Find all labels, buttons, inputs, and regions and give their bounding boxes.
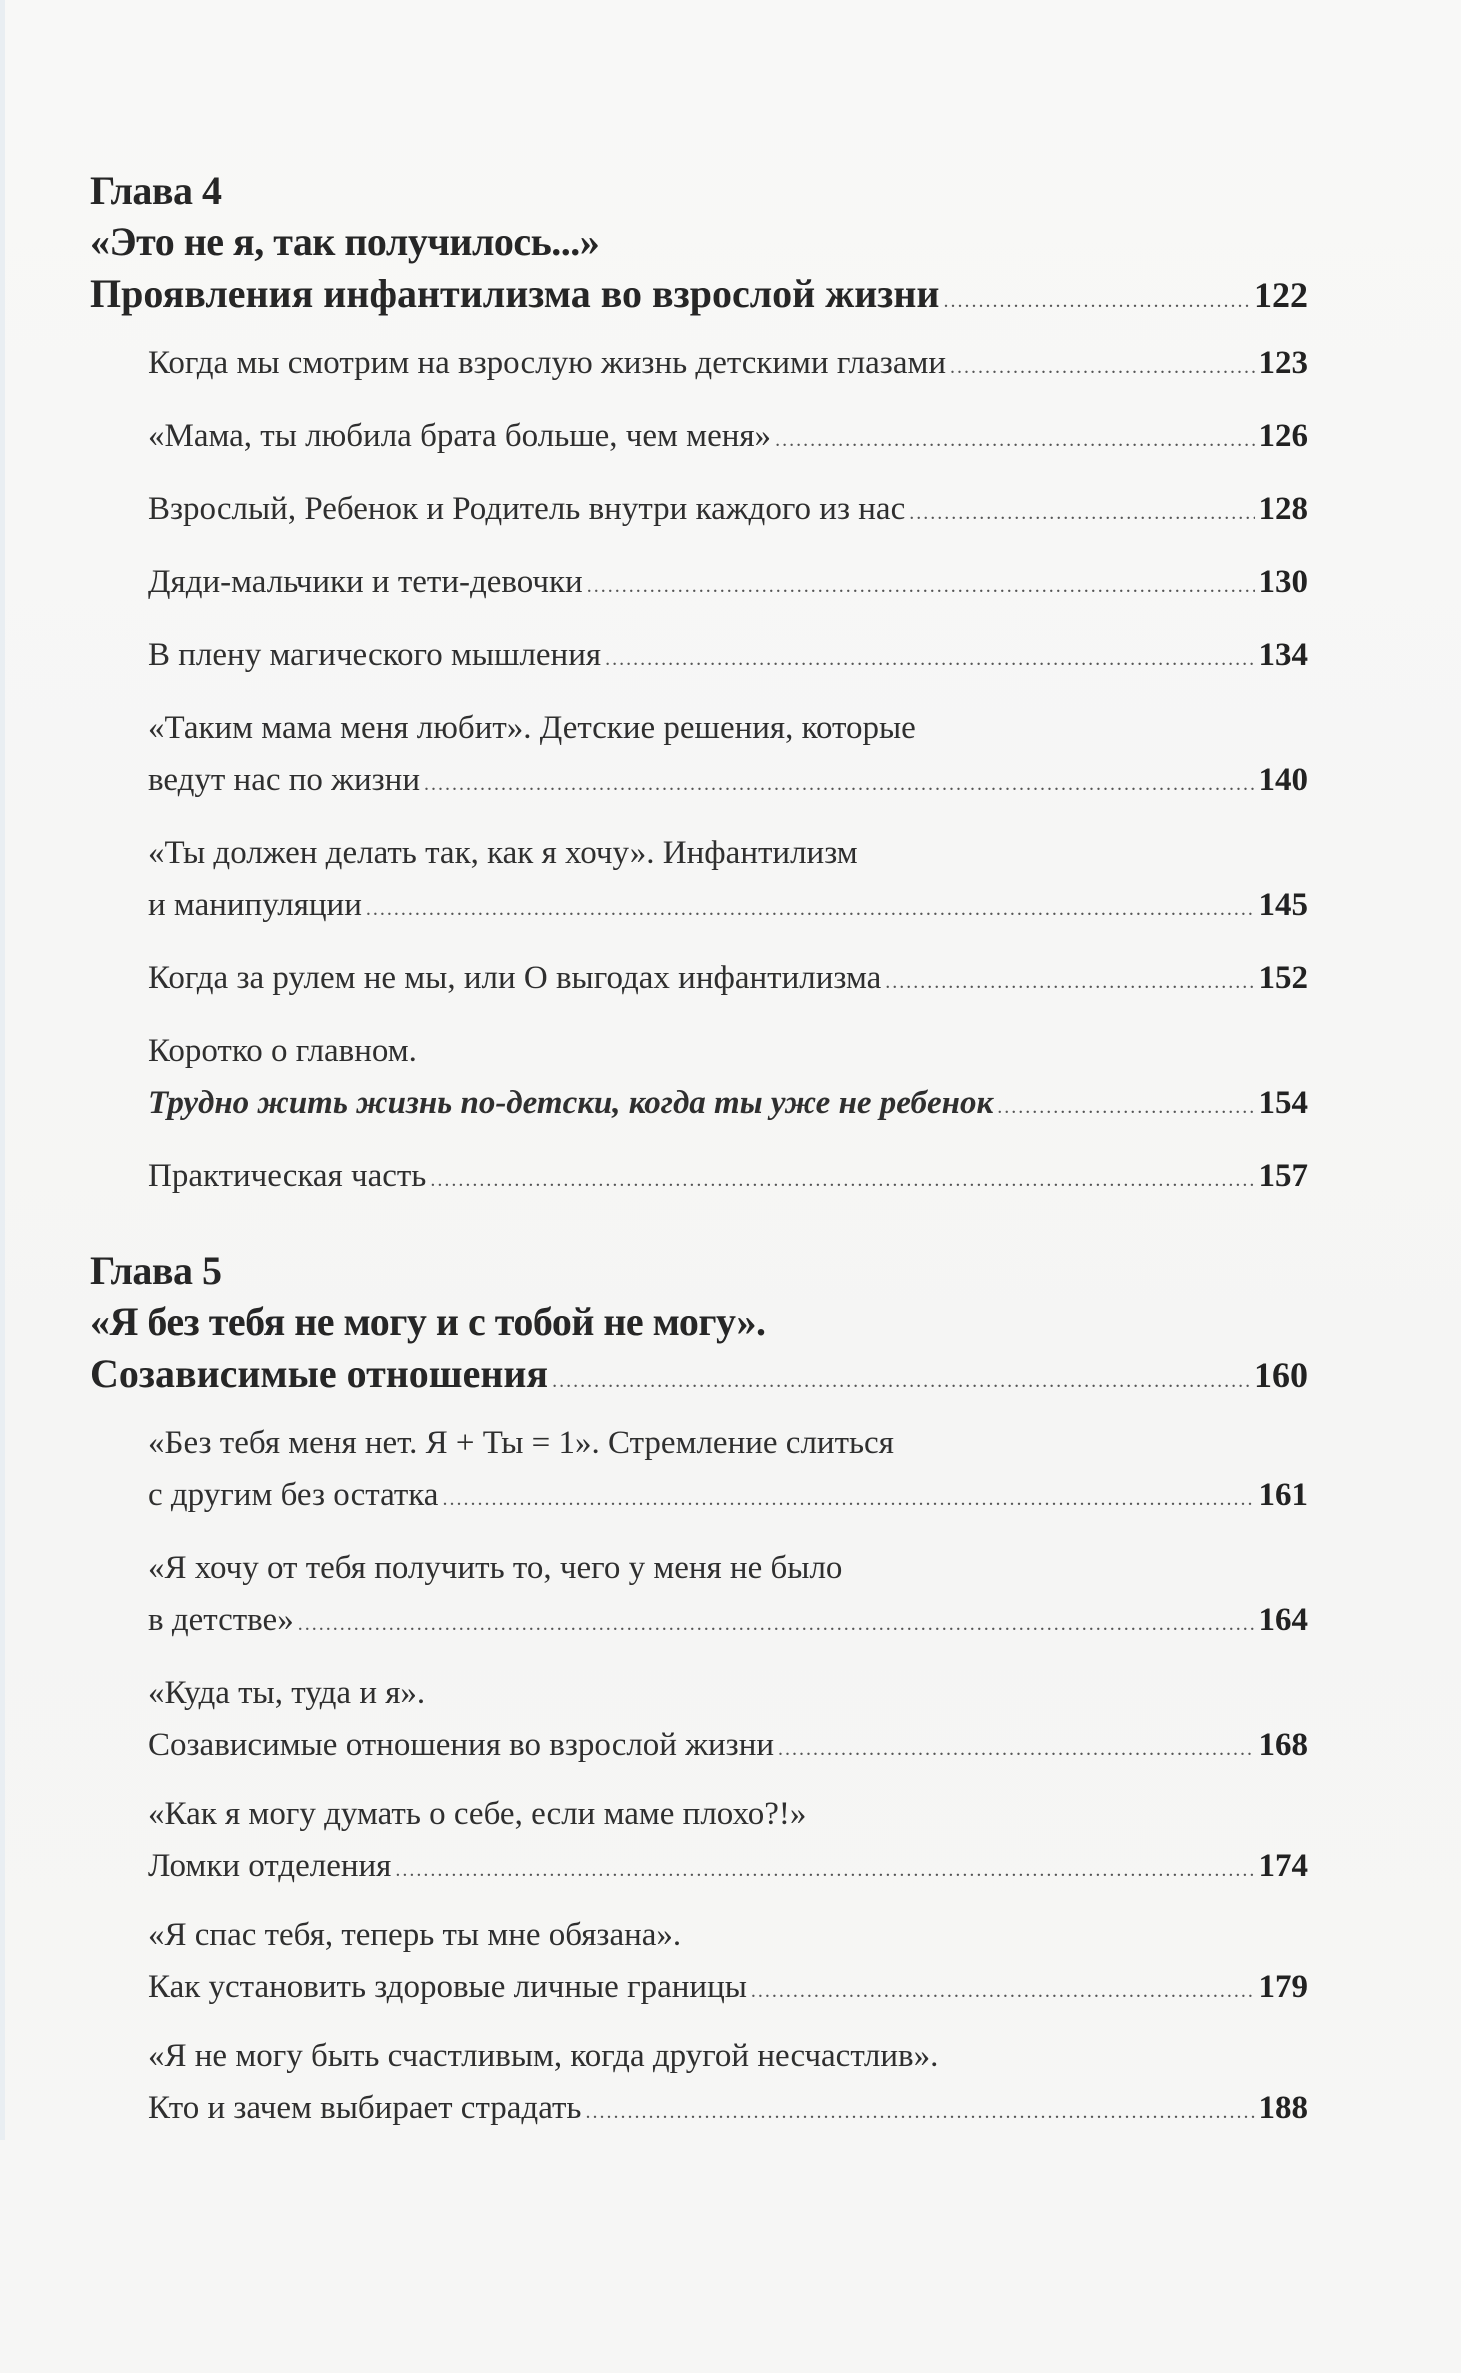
- chapter-title-entry[interactable]: [90, 268, 1308, 327]
- page-number: 154: [1258, 1085, 1308, 1121]
- dot-leader: [943, 275, 1250, 327]
- entry-title: в детстве»: [148, 1602, 294, 1638]
- page-number: 145: [1258, 887, 1308, 923]
- dot-leader: [552, 1355, 1250, 1407]
- dot-leader: [778, 1723, 1254, 1775]
- page-number: 161: [1258, 1477, 1308, 1513]
- table-of-contents: [90, 166, 1308, 2151]
- page-number: 188: [1258, 2090, 1308, 2126]
- toc-entry[interactable]: [148, 556, 1308, 612]
- dot-leader: [605, 633, 1254, 685]
- page-number: 128: [1258, 491, 1308, 527]
- entry-title: и манипуляции: [148, 887, 362, 923]
- dot-leader: [997, 1081, 1254, 1133]
- page-number: 164: [1258, 1602, 1308, 1638]
- toc-entry[interactable]: [148, 410, 1308, 466]
- entry-title-line: «Куда ты, туда и я».: [148, 1675, 426, 1711]
- entry-title-line: «Без тебя меня нет. Я + Ты = 1». Стремление слиться: [148, 1425, 894, 1461]
- entry-title: Взрослый, Ребенок и Родитель внутри каждого из нас: [148, 491, 906, 527]
- entry-title: В плену магического мышления: [148, 637, 602, 673]
- page-number: 174: [1258, 1848, 1308, 1884]
- toc-entry[interactable]: [148, 337, 1308, 393]
- toc-entry[interactable]: [148, 702, 1308, 810]
- entry-title: Созависимые отношения во взрослой жизни: [148, 1727, 775, 1763]
- dot-leader: [775, 414, 1254, 466]
- entry-title: с другим без остатка: [148, 1477, 439, 1513]
- entry-title: Как установить здоровые личные границы: [148, 1969, 747, 2005]
- page-number: 134: [1258, 637, 1308, 673]
- entry-title: Дяди-мальчики и тети-девочки: [148, 564, 583, 600]
- page-number: 123: [1258, 345, 1308, 381]
- dot-leader: [909, 487, 1254, 539]
- chapter-title-line: «Я без тебя не могу и с тобой не могу».: [90, 1299, 766, 1344]
- toc-entry[interactable]: [148, 1788, 1308, 1896]
- page-number: 152: [1258, 960, 1308, 996]
- entry-title: «Мама, ты любила брата больше, чем меня»: [148, 418, 772, 454]
- section-list: [148, 1417, 1308, 2138]
- dot-leader: [950, 341, 1254, 393]
- toc-entry[interactable]: [148, 1909, 1308, 2017]
- toc-entry[interactable]: [148, 629, 1308, 685]
- toc-entry-summary[interactable]: [148, 1025, 1308, 1133]
- dot-leader: [751, 1965, 1255, 2017]
- chapter-5: [90, 1246, 1308, 2138]
- chapter-title: Созависимые отношения: [90, 1351, 549, 1396]
- entry-title-line: «Таким мама меня любит». Детские решения, которые: [148, 710, 916, 746]
- dot-leader: [424, 758, 1255, 810]
- entry-title: Когда за рулем не мы, или О выгодах инфантилизма: [148, 960, 882, 996]
- page-number: 130: [1258, 564, 1308, 600]
- page-number: 122: [1254, 275, 1308, 315]
- toc-entry[interactable]: [148, 1667, 1308, 1775]
- dot-leader: [587, 560, 1255, 612]
- chapter-label: Глава 5: [90, 1248, 222, 1293]
- dot-leader: [366, 883, 1255, 935]
- dot-leader: [442, 1473, 1254, 1525]
- entry-title: ведут нас по жизни: [148, 762, 420, 798]
- entry-title-line: «Как я могу думать о себе, если маме плохо?!»: [148, 1796, 807, 1832]
- page-number: 168: [1258, 1727, 1308, 1763]
- entry-title: Практическая часть: [148, 1158, 427, 1194]
- entry-title: Когда мы смотрим на взрослую жизнь детскими глазами: [148, 345, 947, 381]
- entry-title: Кто и зачем выбирает страдать: [148, 2090, 582, 2126]
- entry-title-line: «Я спас тебя, теперь ты мне обязана».: [148, 1917, 682, 1953]
- toc-entry[interactable]: [148, 483, 1308, 539]
- page-edge: [0, 0, 5, 2140]
- page-number: 126: [1258, 418, 1308, 454]
- toc-entry[interactable]: [148, 1417, 1308, 1525]
- section-list: [148, 337, 1308, 1206]
- chapter-title: Проявления инфантилизма во взрослой жизни: [90, 271, 940, 316]
- toc-entry[interactable]: [148, 952, 1308, 1008]
- dot-leader: [298, 1598, 1255, 1650]
- entry-title: Трудно жить жизнь по-детски, когда ты уже не ребенок: [148, 1085, 994, 1121]
- chapter-title-line: «Это не я, так получилось...»: [90, 219, 600, 264]
- entry-title-line: Коротко о главном.: [148, 1033, 417, 1069]
- page-number: 160: [1254, 1355, 1308, 1395]
- page-number: 140: [1258, 762, 1308, 798]
- entry-title-line: «Я хочу от тебя получить то, чего у меня не было: [148, 1550, 843, 1586]
- dot-leader: [885, 956, 1254, 1008]
- dot-leader: [585, 2086, 1254, 2138]
- toc-entry[interactable]: [148, 1150, 1308, 1206]
- page-number: 157: [1258, 1158, 1308, 1194]
- toc-entry[interactable]: [148, 2030, 1308, 2138]
- entry-title-line: «Я не могу быть счастливым, когда другой несчастлив».: [148, 2038, 939, 2074]
- page-number: 179: [1258, 1969, 1308, 2005]
- dot-leader: [430, 1154, 1254, 1206]
- chapter-4: [90, 166, 1308, 1206]
- toc-entry[interactable]: [148, 1542, 1308, 1650]
- dot-leader: [395, 1844, 1254, 1896]
- chapter-title-entry[interactable]: [90, 1348, 1308, 1407]
- entry-title: Ломки отделения: [148, 1848, 392, 1884]
- entry-title-line: «Ты должен делать так, как я хочу». Инфантилизм: [148, 835, 858, 871]
- chapter-label: Глава 4: [90, 168, 222, 213]
- toc-entry[interactable]: [148, 827, 1308, 935]
